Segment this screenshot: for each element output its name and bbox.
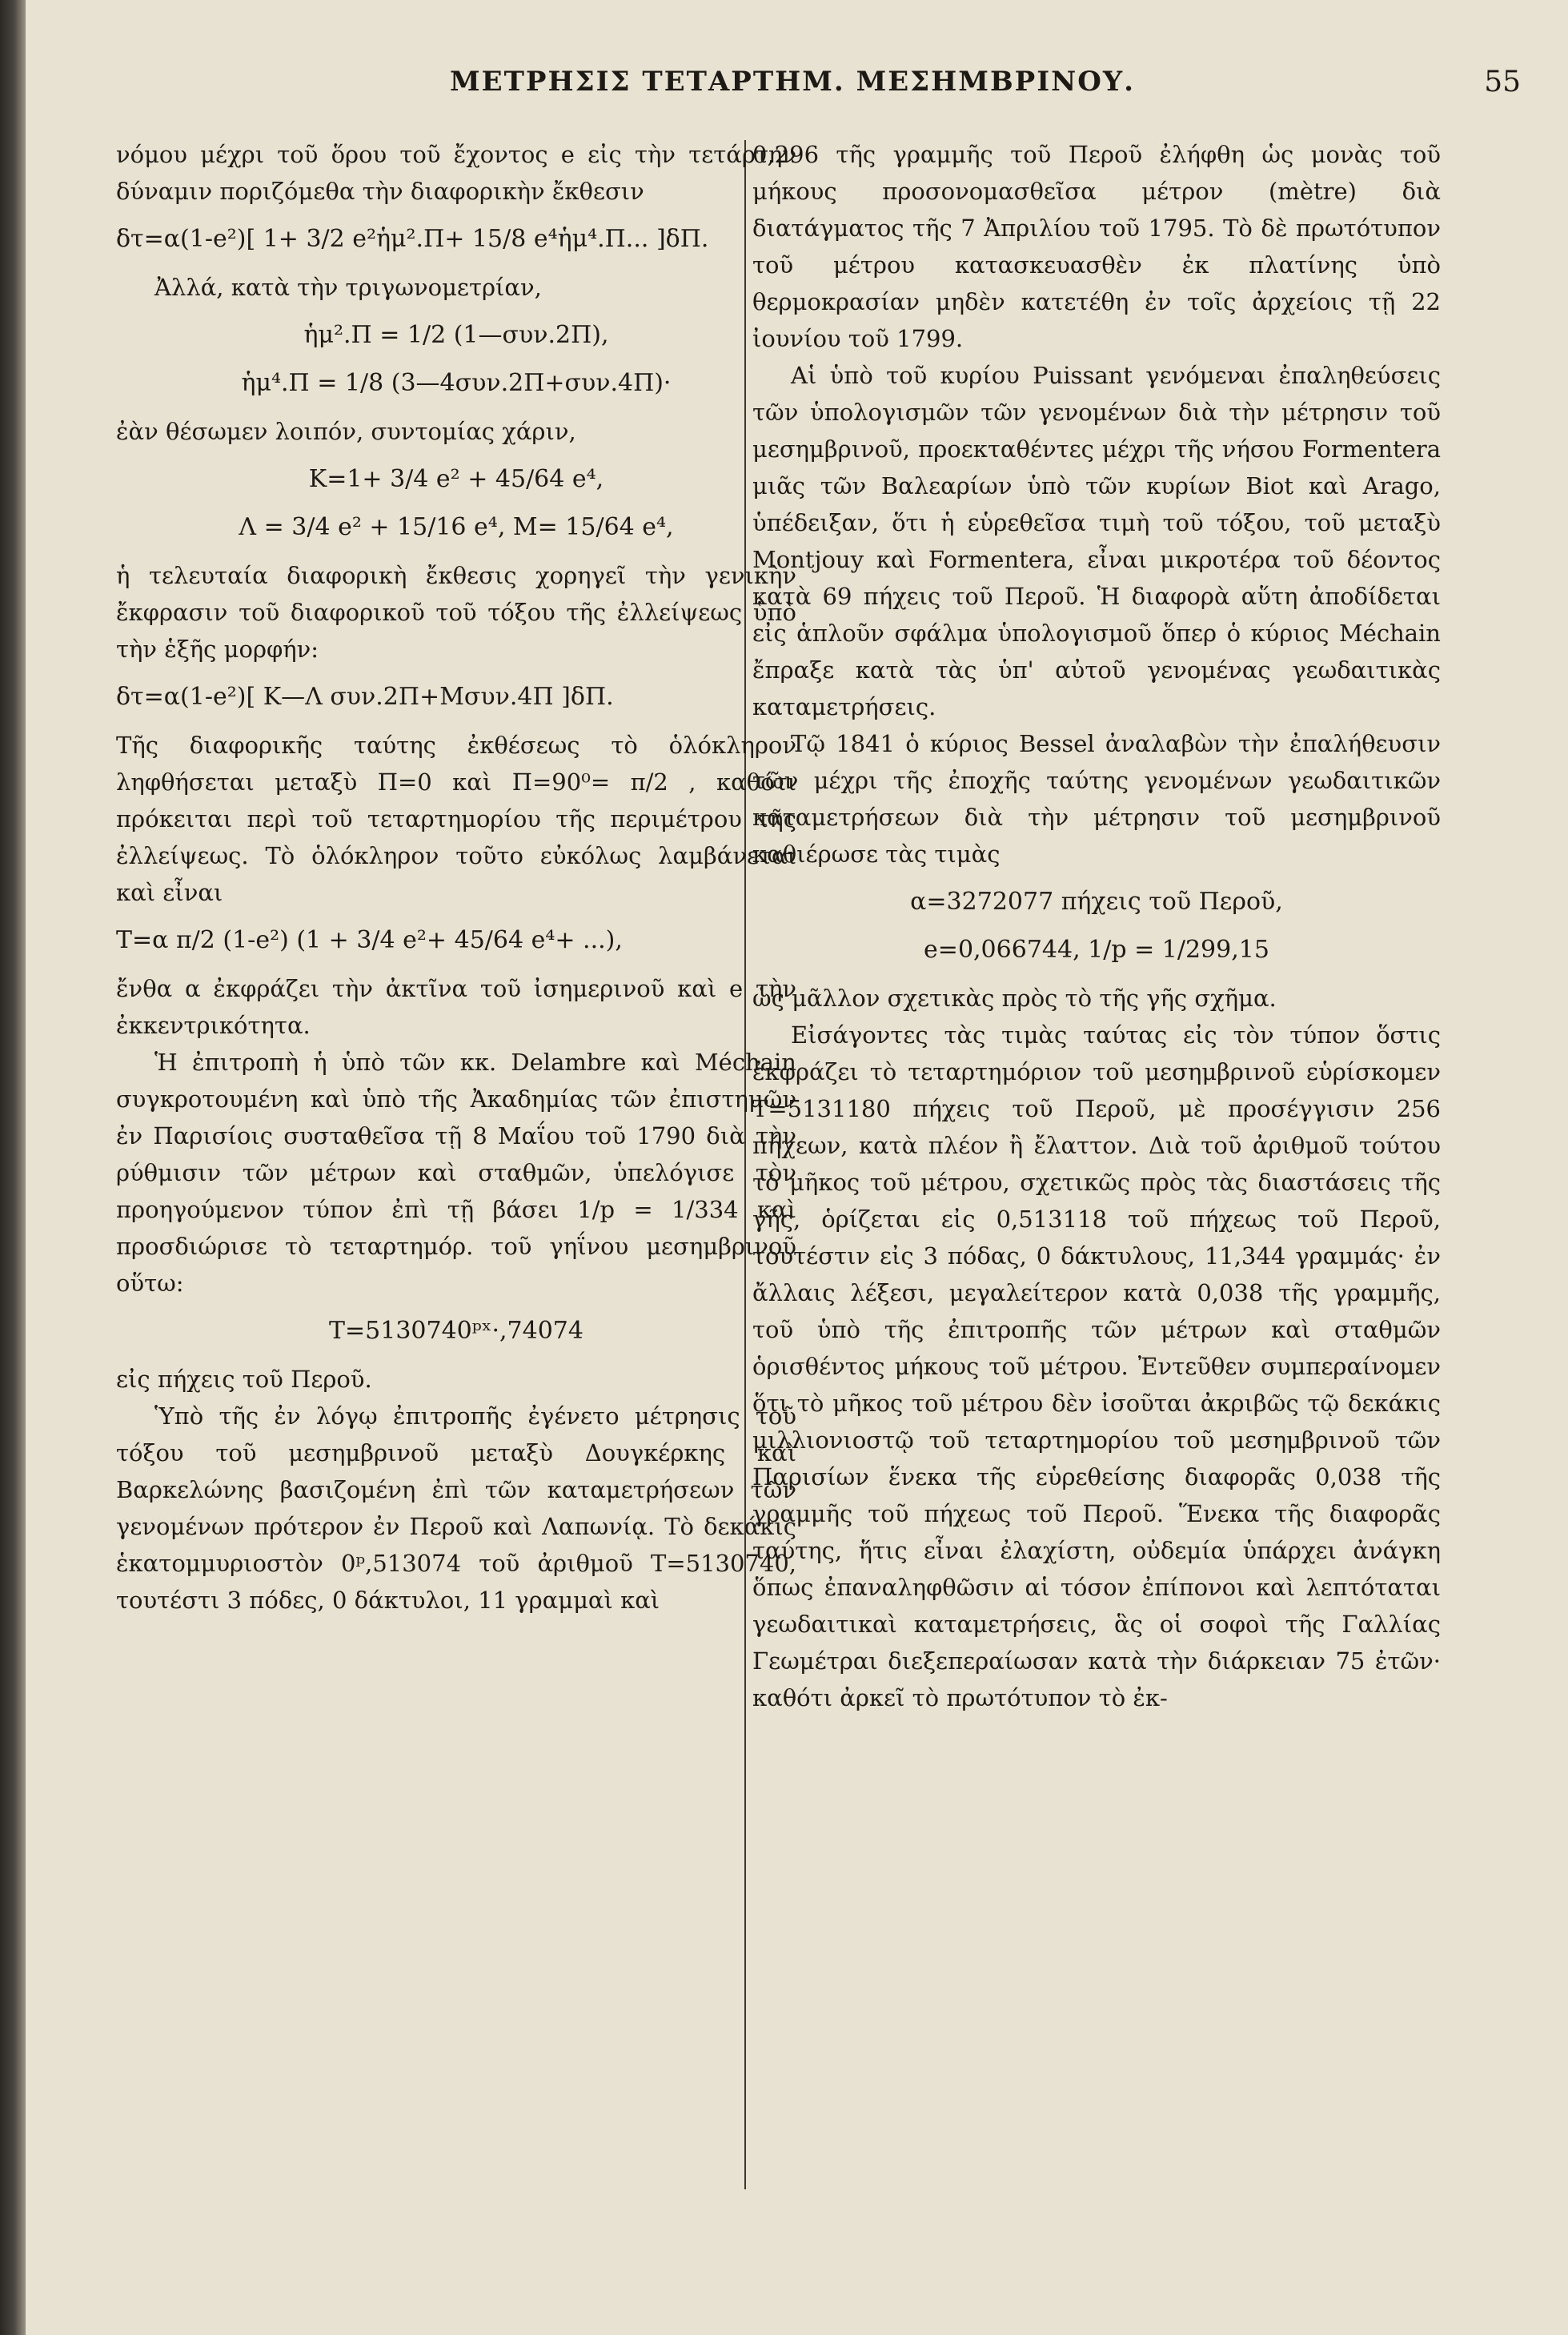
paragraph: ἔνθα α ἐκφράζει τὴν ἀκτῖνα τοῦ ἰσημερινοῦ καὶ e τὴν ἐκκεντρικότητα.: [116, 975, 796, 1039]
equation: α=3272077 πήχεις τοῦ Περοῦ,: [910, 888, 1283, 916]
paragraph: εἰς πήχεις τοῦ Περοῦ.: [116, 1366, 372, 1393]
page-number: 55: [1484, 66, 1521, 98]
equation: ἡμ².Π = 1/2 (1—συν.2Π),: [303, 321, 609, 349]
left-column: [116, 136, 796, 1619]
right-column: [752, 136, 1441, 1716]
paragraph: νόμου μέχρι τοῦ ὅρου τοῦ ἔχοντος e εἰς τὴν τετάρτην δύναμιν ποριζόμεθα τὴν διαφορικὴν ἔκθεσιν: [116, 141, 796, 205]
page-header: [48, 66, 1537, 114]
equation: e=0,066744, 1/p = 1/299,15: [924, 936, 1269, 964]
paragraph: Εἰσάγοντες τὰς τιμὰς ταύτας εἰς τὸν τύπον ὅστις ἐκφράζει τὸ τεταρτημόριον τοῦ μεσημβρινοῦ εὑρίσκομεν T=5131180 πήχεις τοῦ Περοῦ, μὲ προσέγγισιν 256 πήχεων, κατὰ πλέον ἢ ἔλαττον. Διὰ τοῦ ἀριθμοῦ τούτου τὸ μῆκος τοῦ μέτρου, σχετικῶς πρὸς τὰς διαστάσεις τῆς γῆς, ὁρίζεται εἰς 0,513118 τοῦ πήχεως τοῦ Περοῦ, τουτέστιν εἰς 3 πόδας, 0 δάκτυλους, 11,344 γραμμάς· ἐν ἄλλαις λέξεσι, μεγαλείτερον κατὰ 0,038 τῆς γραμμῆς, τοῦ ὑπὸ τῆς ἐπιτροπῆς τῶν μέτρων καὶ σταθμῶν ὁρισθέντος μήκους τοῦ μέτρου. Ἐντεῦθεν συμπεραίνομεν ὅτι τὸ μῆκος τοῦ μέτρου δὲν ἰσοῦται ἀκριβῶς τῷ δεκάκις μιλλιονιοστῷ τοῦ τεταρτημορίου τοῦ μεσημβρινοῦ τῶν Παρισίων ἕνεκα τῆς εὑρεθείσης διαφορᾶς 0,038 τῆς γραμμῆς τοῦ πήχεως τοῦ Περοῦ. Ἕνεκα τῆς διαφορᾶς ταύτης, ἥτις εἶναι ἐλαχίστη, οὐδεμία ὑπάρχει ἀνάγκη ὅπως ἐπαναληφθῶσιν αἱ τόσον ἐπίπονοι καὶ λεπτόταται γεωδαιτικαὶ καταμετρήσεις, ἃς οἱ σοφοὶ τῆς Γαλλίας Γεωμέτραι διεξεπεραίωσαν κατὰ τὴν διάρκειαν 75 ἐτῶν· καθότι ἀρκεῖ τὸ πρωτότυπον τὸ ἐκ-: [752, 1021, 1441, 1711]
paragraph: Ἡ ἐπιτροπὴ ἡ ὑπὸ τῶν κκ. Delambre καὶ Méchain συγκροτουμένη καὶ ὑπὸ τῆς Ἀκαδημίας τῶν ἐπιστημῶν ἐν Παρισίοις συσταθεῖσα τῇ 8 Μαΐου τοῦ 1790 διὰ τὴν ρύθμισιν τῶν μέτρων καὶ σταθμῶν, ὑπελόγισε τὸν προηγούμενον τύπον ἐπὶ τῇ βάσει 1/p = 1/334 καὶ προσδιώρισε τὸ τεταρτημόρ. τοῦ γηΐνου μεσημβρινοῦ οὕτω:: [116, 1049, 796, 1297]
equation: T=α π/2 (1-e²) (1 + 3/4 e²+ 45/64 e⁴+ ...),: [116, 926, 623, 954]
equation: T=5130740ᵖˣ·,74074: [329, 1317, 583, 1345]
paragraph: 0,296 τῆς γραμμῆς τοῦ Περοῦ ἐλήφθη ὡς μονὰς τοῦ μήκους προσονομασθεῖσα μέτρον (mètre) διὰ διατάγματος τῆς 7 Ἀπριλίου τοῦ 1795. Τὸ δὲ πρωτότυπον τοῦ μέτρου κατασκευασθὲν ἐκ πλατίνης ὑπὸ θερμοκρασίαν μηδὲν κατετέθη ἐν τοῖς ἀρχείοις τῇ 22 ἰουνίου τοῦ 1799.: [752, 141, 1441, 352]
equation: δτ=α(1-e²)[ 1+ 3/2 e²ἡμ².Π+ 15/8 e⁴ἡμ⁴.Π... ]δΠ.: [116, 225, 709, 253]
running-head: ΜΕΤΡΗΣΙΣ ΤΕΤΑΡΤΗΜ. ΜΕΣΗΜΒΡΙΝΟΥ.: [450, 66, 1135, 98]
paragraph: Ὑπὸ τῆς ἐν λόγῳ ἐπιτροπῆς ἐγένετο μέτρησις τοῦ τόξου τοῦ μεσημβρινοῦ μεταξὺ Δουγκέρκης καὶ Βαρκελώνης βασιζομένη ἐπὶ τῶν καταμετρήσεων τῶν γενομένων πρότερον ἐν Περοῦ καὶ Λαπωνίᾳ. Τὸ δεκάκις ἑκατομμυριοστὸν 0ᵖ,513074 τοῦ ἀριθμοῦ T=5130740, τουτέστι 3 πόδες, 0 δάκτυλοι, 11 γραμμαὶ καὶ: [116, 1402, 796, 1614]
paragraph: Ἀλλά, κατὰ τὴν τριγωνομετρίαν,: [154, 274, 542, 301]
equation: δτ=α(1-e²)[ K—Λ συν.2Π+Mσυν.4Π ]δΠ.: [116, 683, 614, 711]
equation: K=1+ 3/4 e² + 45/64 e⁴,: [308, 465, 604, 493]
paragraph: ἡ τελευταία διαφορικὴ ἔκθεσις χορηγεῖ τὴν γενικὴν ἔκφρασιν τοῦ διαφορικοῦ τοῦ τόξου τῆς ἐλλείψεως ὑπὸ τὴν ἑξῆς μορφήν:: [116, 562, 796, 663]
book-spine-shadow: [0, 0, 26, 2335]
paragraph: ἐὰν θέσωμεν λοιπόν, συντομίας χάριν,: [116, 418, 576, 445]
paragraph: ὡς μᾶλλον σχετικὰς πρὸς τὸ τῆς γῆς σχῆμα.: [752, 985, 1277, 1012]
paragraph: Τῆς διαφορικῆς ταύτης ἐκθέσεως τὸ ὁλόκληρον ληφθήσεται μεταξὺ Π=0 καὶ Π=90⁰= π/2 , καθότι πρόκειται περὶ τοῦ τεταρτημορίου τῆς περιμέτρου τῆς ἐλλείψεως. Τὸ ὁλόκληρον τοῦτο εὐκόλως λαμβάνεται καὶ εἶναι: [116, 732, 796, 906]
equation: Λ = 3/4 e² + 15/16 e⁴, M= 15/64 e⁴,: [239, 513, 674, 541]
paragraph: Αἱ ὑπὸ τοῦ κυρίου Puissant γενόμεναι ἐπαληθεύσεις τῶν ὑπολογισμῶν τῶν γενομένων διὰ τὴν μέτρησιν τοῦ μεσημβρινοῦ, προεκταθέντες μέχρι τῆς νήσου Formentera μιᾶς τῶν Βαλεαρίων ὑπὸ τῶν κυρίων Biot καὶ Arago, ὑπέδειξαν, ὅτι ἡ εὑρεθεῖσα τιμὴ τοῦ τόξου, τοῦ μεταξὺ Montjouy καὶ Formentera, εἶναι μικροτέρα τοῦ δέοντος κατὰ 69 πήχεις τοῦ Περοῦ. Ἡ διαφορὰ αὕτη ἀποδίδεται εἰς ἁπλοῦν σφάλμα ὑπολογισμοῦ ὅπερ ὁ κύριος Méchain ἔπραξε κατὰ τὰς ὑπ' αὐτοῦ γενομένας γεωδαιτικὰς καταμετρήσεις.: [752, 362, 1441, 720]
paragraph: Τῷ 1841 ὁ κύριος Bessel ἀναλαβὼν τὴν ἐπαλήθευσιν τῶν μέχρι τῆς ἐποχῆς ταύτης γενομένων γεωδαιτικῶν καταμετρήσεων διὰ τὴν μέτρησιν τοῦ μεσημβρινοῦ καθιέρωσε τὰς τιμὰς: [752, 730, 1441, 868]
equation: ἡμ⁴.Π = 1/8 (3—4συν.2Π+συν.4Π)·: [241, 369, 672, 397]
book-page: [48, 0, 1553, 2335]
